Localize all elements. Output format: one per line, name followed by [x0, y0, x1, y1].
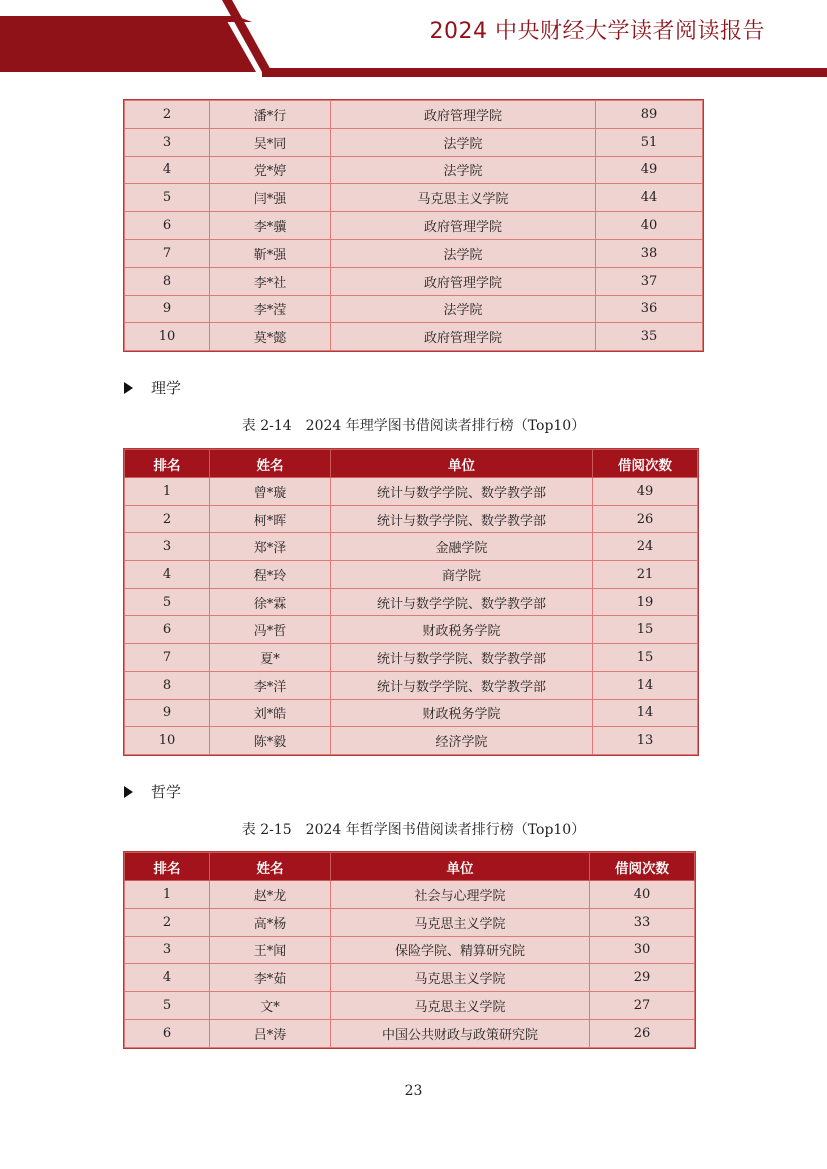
cell-name: 夏* [210, 644, 331, 672]
cell-rank: 10 [125, 727, 210, 755]
cell-unit: 政府管理学院 [331, 267, 596, 295]
cell-rank: 5 [125, 588, 210, 616]
cell-count: 27 [590, 992, 695, 1020]
cell-rank: 3 [125, 533, 210, 561]
cell-rank: 4 [125, 964, 210, 992]
cell-name: 李*茹 [210, 964, 331, 992]
arrow-bullet-icon [124, 382, 133, 394]
table-row [125, 128, 703, 156]
table-row [125, 505, 698, 533]
cell-count: 19 [593, 588, 698, 616]
cell-rank: 4 [125, 156, 210, 184]
cell-count: 26 [593, 505, 698, 533]
table-row [125, 588, 698, 616]
cell-unit: 统计与数学学院、数学教学部 [331, 588, 593, 616]
section-heading-science [124, 377, 181, 398]
cell-unit: 马克思主义学院 [331, 992, 590, 1020]
cell-count: 30 [590, 936, 695, 964]
section-heading-philosophy [124, 781, 181, 802]
table-row [125, 644, 698, 672]
cell-count: 40 [590, 881, 695, 909]
cell-rank: 1 [125, 478, 210, 506]
cell-rank: 6 [125, 616, 210, 644]
cell-unit: 统计与数学学院、数学教学部 [331, 671, 593, 699]
cell-rank: 2 [125, 908, 210, 936]
cell-unit: 经济学院 [331, 727, 593, 755]
cell-name: 徐*霖 [210, 588, 331, 616]
cell-count: 21 [593, 561, 698, 589]
cell-count: 14 [593, 699, 698, 727]
table-row [125, 964, 695, 992]
cell-name: 李*社 [210, 267, 331, 295]
cell-unit: 统计与数学学院、数学教学部 [331, 478, 593, 506]
column-header-name: 姓名 [210, 450, 331, 478]
column-header-rank: 排名 [125, 853, 210, 881]
table-row [125, 239, 703, 267]
cell-unit: 统计与数学学院、数学教学部 [331, 644, 593, 672]
table-header-row [125, 853, 695, 881]
cell-count: 15 [593, 644, 698, 672]
table-row [125, 267, 703, 295]
cell-rank: 1 [125, 881, 210, 909]
cell-unit: 政府管理学院 [331, 323, 596, 351]
cell-unit: 法学院 [331, 239, 596, 267]
cell-unit: 财政税务学院 [331, 616, 593, 644]
cell-rank: 5 [125, 184, 210, 212]
continued-ranking-table [124, 100, 703, 351]
cell-count: 36 [596, 295, 703, 323]
cell-unit: 马克思主义学院 [331, 908, 590, 936]
cell-rank: 8 [125, 267, 210, 295]
cell-name: 靳*强 [210, 239, 331, 267]
column-header-unit: 单位 [331, 853, 590, 881]
table-row [125, 616, 698, 644]
cell-unit: 财政税务学院 [331, 699, 593, 727]
cell-unit: 社会与心理学院 [331, 881, 590, 909]
cell-rank: 3 [125, 128, 210, 156]
science-ranking-table [124, 449, 698, 755]
cell-count: 33 [590, 908, 695, 936]
cell-rank: 7 [125, 644, 210, 672]
cell-unit: 统计与数学学院、数学教学部 [331, 505, 593, 533]
report-title: 2024 中央财经大学读者阅读报告 [429, 19, 765, 44]
table-row [125, 699, 698, 727]
cell-name: 吴*同 [210, 128, 331, 156]
table-row [125, 295, 703, 323]
cell-count: 35 [596, 323, 703, 351]
cell-count: 44 [596, 184, 703, 212]
cell-unit: 商学院 [331, 561, 593, 589]
cell-name: 陈*毅 [210, 727, 331, 755]
cell-name: 郑*泽 [210, 533, 331, 561]
cell-name: 潘*行 [210, 101, 331, 129]
cell-rank: 2 [125, 505, 210, 533]
table-row [125, 101, 703, 129]
cell-count: 14 [593, 671, 698, 699]
table-row [125, 184, 703, 212]
table-row [125, 1019, 695, 1047]
cell-unit: 马克思主义学院 [331, 184, 596, 212]
column-header-count: 借阅次数 [593, 450, 698, 478]
header-white-stripe [0, 0, 238, 16]
cell-count: 49 [593, 478, 698, 506]
section-heading-label: 哲学 [151, 783, 182, 801]
cell-name: 李*洋 [210, 671, 331, 699]
cell-unit: 法学院 [331, 295, 596, 323]
page-number: 23 [404, 1083, 423, 1099]
table-caption: 表 2-15 2024 年哲学图书借阅读者排行榜（Top10） [241, 822, 586, 838]
section-heading-label: 理学 [151, 379, 182, 397]
cell-name: 刘*皓 [210, 699, 331, 727]
cell-rank: 6 [125, 212, 210, 240]
cell-rank: 3 [125, 936, 210, 964]
table-row [125, 936, 695, 964]
cell-name: 赵*龙 [210, 881, 331, 909]
table-row [125, 156, 703, 184]
cell-rank: 9 [125, 699, 210, 727]
cell-count: 37 [596, 267, 703, 295]
table-row [125, 992, 695, 1020]
cell-unit: 保险学院、精算研究院 [331, 936, 590, 964]
table-row [125, 478, 698, 506]
table-row [125, 671, 698, 699]
cell-rank: 8 [125, 671, 210, 699]
column-header-rank: 排名 [125, 450, 210, 478]
arrow-bullet-icon [124, 786, 133, 798]
table-row [125, 908, 695, 936]
table-row [125, 561, 698, 589]
cell-rank: 10 [125, 323, 210, 351]
column-header-unit: 单位 [331, 450, 593, 478]
cell-count: 24 [593, 533, 698, 561]
cell-count: 40 [596, 212, 703, 240]
table-row [125, 881, 695, 909]
cell-count: 49 [596, 156, 703, 184]
cell-unit: 政府管理学院 [331, 212, 596, 240]
cell-name: 吕*涛 [210, 1019, 331, 1047]
cell-count: 13 [593, 727, 698, 755]
cell-name: 莫*懿 [210, 323, 331, 351]
cell-name: 冯*哲 [210, 616, 331, 644]
cell-count: 51 [596, 128, 703, 156]
cell-name: 闫*强 [210, 184, 331, 212]
cell-rank: 4 [125, 561, 210, 589]
table-row [125, 533, 698, 561]
cell-name: 王*闻 [210, 936, 331, 964]
table-caption: 表 2-14 2024 年理学图书借阅读者排行榜（Top10） [241, 418, 586, 434]
cell-name: 文* [210, 992, 331, 1020]
cell-count: 29 [590, 964, 695, 992]
cell-name: 李*滢 [210, 295, 331, 323]
cell-unit: 金融学院 [331, 533, 593, 561]
table-header-row [125, 450, 698, 478]
cell-count: 38 [596, 239, 703, 267]
table-row [125, 727, 698, 755]
cell-count: 26 [590, 1019, 695, 1047]
header-rule [262, 68, 827, 77]
table-row [125, 212, 703, 240]
column-header-count: 借阅次数 [590, 853, 695, 881]
cell-rank: 6 [125, 1019, 210, 1047]
cell-rank: 2 [125, 101, 210, 129]
cell-rank: 9 [125, 295, 210, 323]
cell-unit: 法学院 [331, 128, 596, 156]
table-row [125, 323, 703, 351]
cell-rank: 7 [125, 239, 210, 267]
cell-count: 15 [593, 616, 698, 644]
cell-name: 程*玲 [210, 561, 331, 589]
cell-name: 曾*璇 [210, 478, 331, 506]
philosophy-ranking-table [124, 852, 695, 1048]
cell-unit: 政府管理学院 [331, 101, 596, 129]
cell-count: 89 [596, 101, 703, 129]
cell-unit: 法学院 [331, 156, 596, 184]
cell-unit: 马克思主义学院 [331, 964, 590, 992]
cell-unit: 中国公共财政与政策研究院 [331, 1019, 590, 1047]
cell-rank: 5 [125, 992, 210, 1020]
cell-name: 党*婷 [210, 156, 331, 184]
cell-name: 高*杨 [210, 908, 331, 936]
cell-name: 柯*晖 [210, 505, 331, 533]
column-header-name: 姓名 [210, 853, 331, 881]
cell-name: 李*骥 [210, 212, 331, 240]
